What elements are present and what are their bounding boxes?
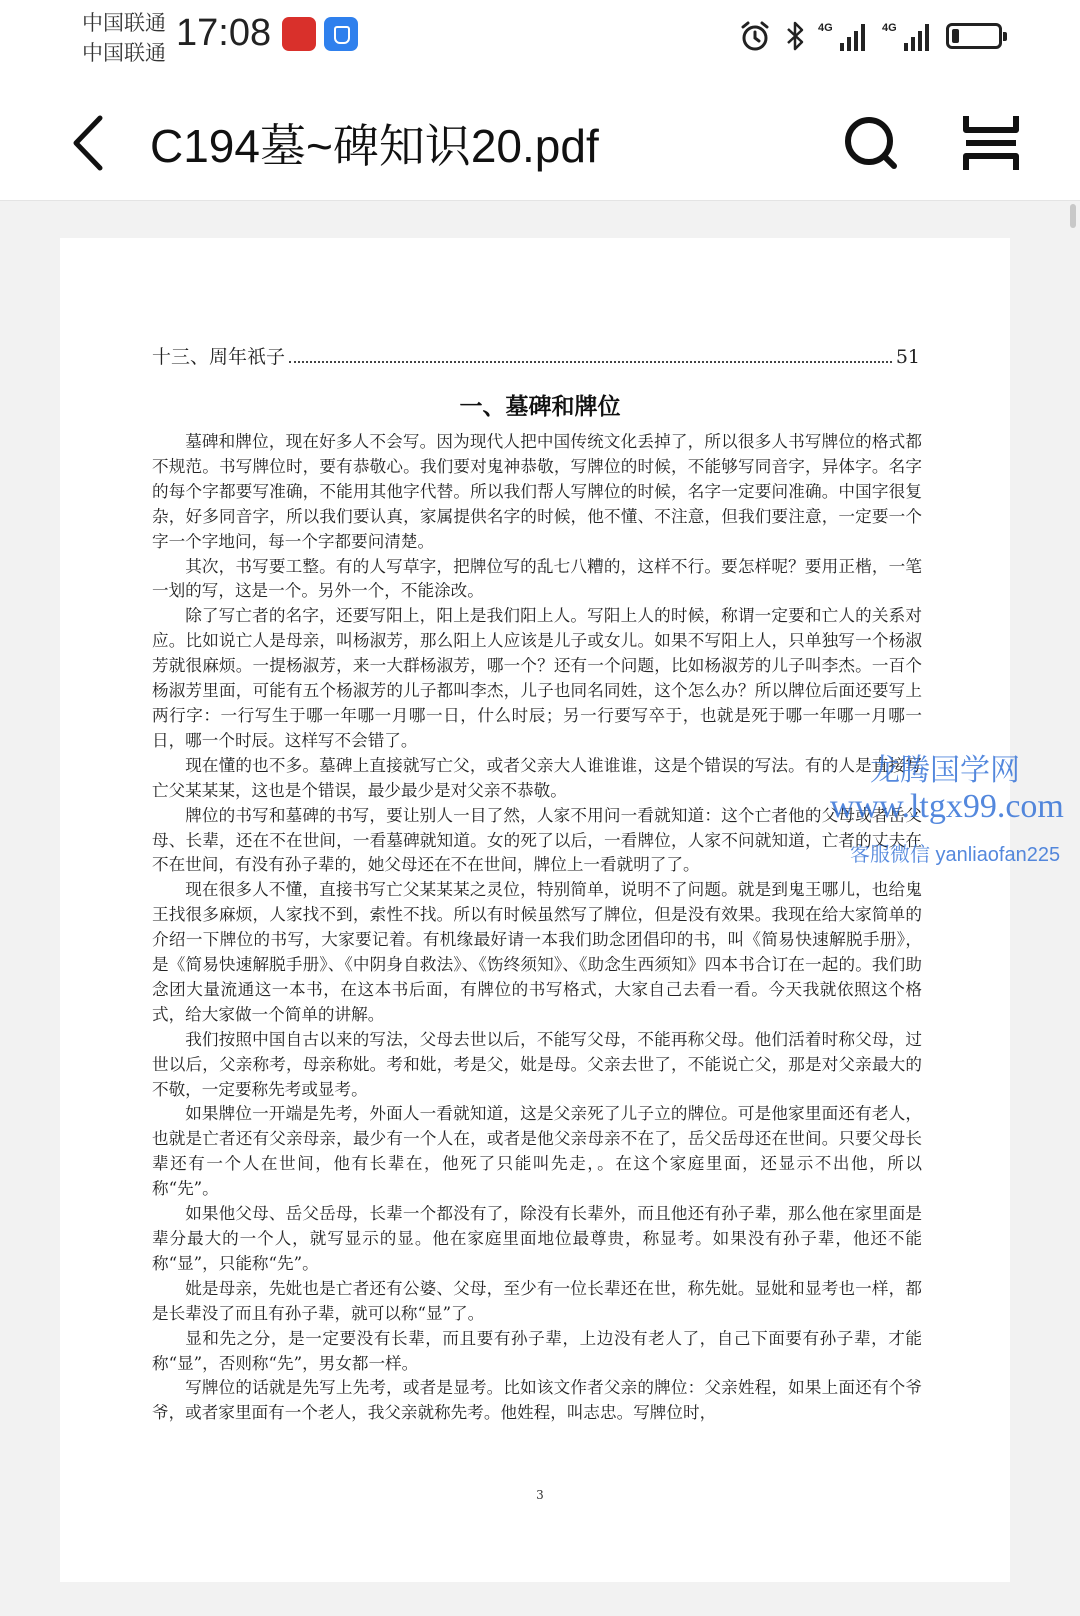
paragraph: 写牌位的话就是先写上先考，或者是显考。比如该文作者父亲的牌位：父亲姓程，如果上面还有个爷爷，或者家里面有一个老人，我父亲就称先考。他姓程，叫志忠。写牌位时，: [152, 1378, 922, 1423]
document-title: C194墓~碑知识20.pdf: [150, 120, 599, 172]
page-number: 3: [536, 1488, 544, 1502]
section-heading: 一、墓碑和牌位: [459, 393, 621, 420]
signal-4g-icon: [818, 19, 870, 53]
system-icons: [738, 18, 1002, 54]
watermark-contact: 客服微信 yanliaofan225: [850, 844, 1061, 866]
paragraph: 如果他父母、岳父岳母，长辈一个都没有了，除没有长辈外，而且他还有孙子辈，那么他在家里面是辈分最大的一个人，就写显示的显。他在家庭里面地位最尊贵，称显考。如果没有孙子辈，他还不能称“显”，只能称“先”。: [152, 1204, 922, 1273]
watermark-site-name: 龙腾国学网: [870, 754, 1020, 787]
watermark-url: www.ltgx99.com: [830, 788, 1064, 825]
carrier-labels: [82, 8, 166, 68]
app-notification-icon: [282, 17, 316, 51]
more-button[interactable]: [956, 108, 1026, 178]
toc-entry-page: 51: [895, 346, 920, 368]
search-icon: [836, 108, 906, 178]
bluetooth-icon: [784, 19, 806, 53]
toc-entry[interactable]: [152, 342, 920, 372]
paragraph: 我们按照中国自古以来的写法，父母去世以后，不能写父母，不能再称父母。他们活着时称父母，过世以后，父亲称考，母亲称妣。考和妣，考是父，妣是母。父亲去世了，不能说亡父，那是对父亲最大的不敬，一定要称先考或显考。: [152, 1029, 922, 1099]
paragraph: 现在懂的也不多。墓碑上直接就写亡父，或者父亲大人谁谁谁，这是个错误的写法。有的人是直接写亡父某某某，这也是个错误，最少最少是对父亲不恭敬。: [152, 755, 922, 800]
paragraph: 除了写亡者的名字，还要写阳上，阳上是我们阳上人。写阳上人的时候，称谓一定要和亡人的关系对应。比如说亡人是母亲，叫杨淑芳，那么阳上人应该是儿子或女儿。如果不写阳上人，只单独写一个杨淑芳就很麻烦。一提杨淑芳，来一大群杨淑芳，哪一个？还有一个问题，比如杨淑芳的儿子叫李杰。一百个杨淑芳里面，可能有五个杨淑芳的儿子都叫李杰，儿子也同名同姓，这个怎么办？所以牌位后面还要写上两行字：一行写生于哪一年哪一月哪一日，什么时辰；另一行要写卒于，也就是死于哪一年哪一月哪一日，哪一个时辰。这样写不会错了。: [152, 606, 922, 750]
carrier-1: 中国联通: [82, 11, 166, 35]
paragraph: 妣是母亲，先妣也是亡者还有公婆、父母，至少有一位长辈还在世，称先妣。显妣和显考也一样，都是长辈没了而且有孙子辈，就可以称“显”了。: [152, 1278, 922, 1323]
network-type-1: 4G: [818, 22, 833, 34]
top-app-bar: [0, 86, 1080, 201]
search-button[interactable]: [836, 108, 906, 178]
toc-entry-label: 十三、周年祇子: [152, 346, 286, 368]
status-bar: [0, 0, 1080, 86]
carrier-2: 中国联通: [82, 41, 166, 65]
shield-app-icon: [324, 17, 358, 51]
paragraph: 显和先之分，是一定要没有长辈，而且要有孙子辈，上边没有老人了，自己下面要有孙子辈，才能称“显”，否则称“先”，男女都一样。: [152, 1328, 922, 1373]
scrollbar-thumb[interactable]: [1070, 204, 1076, 228]
status-time: 17:08: [176, 12, 272, 54]
toc-leader-dots: [289, 361, 892, 363]
more-icon: [956, 108, 1026, 178]
signal-4g-icon: [882, 19, 934, 53]
battery-icon: [946, 23, 1002, 49]
paragraph: 墓碑和牌位，现在好多人不会写。因为现代人把中国传统文化丢掉了，所以很多人书写牌位的格式都不规范。书写牌位时，要有恭敬心。我们要对鬼神恭敬，写牌位的时候，不能够写同音字，异体字。名字的每个字都要写准确，不能用其他字代替。所以我们帮人写牌位的时候，名字一定要问准确。中国字很复杂，好多同音字，所以我们要认真，家属提供名字的时候，他不懂、不注意，但我们要注意，一定要一个字一个字地问，每一个字都要问清楚。: [152, 432, 922, 551]
back-arrow-icon: [56, 108, 126, 178]
battery-level: [952, 29, 959, 43]
alarm-icon: [738, 19, 772, 53]
document-body: [152, 430, 922, 1426]
paragraph: 现在很多人不懂，直接书写亡父某某某之灵位，特别简单，说明不了问题。就是到鬼王哪儿，也给鬼王找很多麻烦，人家找不到，索性不找。所以有时候虽然写了牌位，但是没有效果。我现在给大家简单的介绍一下牌位的书写，大家要记着。有机缘最好请一本我们助念团倡印的书，叫《简易快速解脱手册》，是《简易快速解脱手册》、《中阴身自救法》、《饬终须知》、《助念生西须知》四本书合订在一起的。我们助念团大量流通这一本书，在这本书后面，有牌位的书写格式，大家自己去看一看。今天我就依照这个格式，给大家做一个简单的讲解。: [152, 880, 922, 1024]
paragraph: 如果牌位一开端是先考，外面人一看就知道，这是父亲死了儿子立的牌位。可是他家里面还有老人，也就是亡者还有父亲母亲，最少有一个人在，或者是他父亲母亲不在了，岳父岳母还在世间。只要父母长辈还有一个人在世间，他有长辈在，他死了只能叫先走，。在这个家庭里面，还显示不出他，所以称“先”。: [152, 1104, 922, 1199]
network-type-2: 4G: [882, 22, 897, 34]
back-button[interactable]: [56, 108, 126, 178]
paragraph: 牌位的书写和墓碑的书写，要让别人一目了然，人家不用问一看就知道：这个亡者他的父母或者岳父母、长辈，还在不在世间，一看墓碑就知道。女的死了以后，一看牌位，人家不问就知道，亡者的丈夫在不在世间，有没有孙子辈的，她父母还在不在世间，牌位上一看就明了了。: [152, 805, 922, 875]
paragraph: 其次，书写要工整。有的人写草字，把牌位写的乱七八糟的，这样不行。要怎样呢？要用正楷，一笔一划的写，这是一个。另外一个，不能涂改。: [152, 556, 922, 601]
